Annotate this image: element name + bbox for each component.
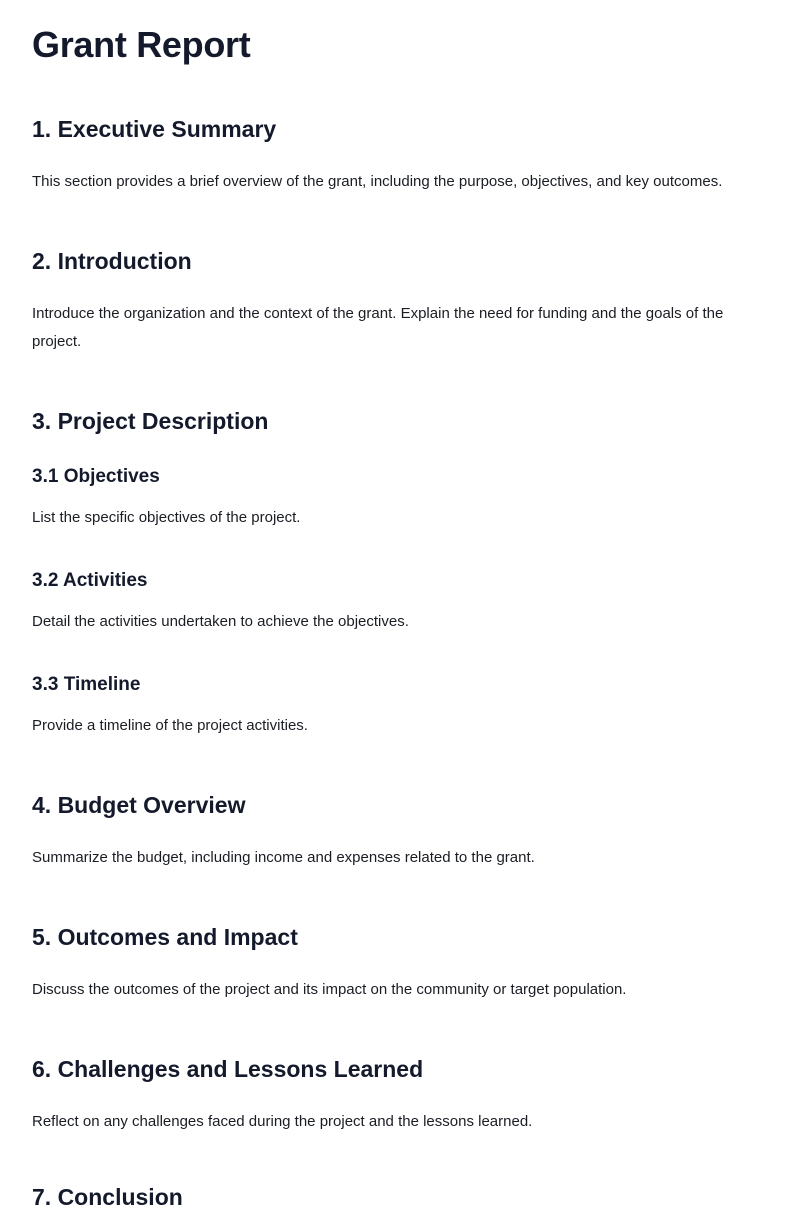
section-heading-outcomes-impact: 5. Outcomes and Impact xyxy=(32,924,298,950)
subsection-body-timeline: Provide a timeline of the project activities. xyxy=(32,717,308,734)
section-heading-project-description: 3. Project Description xyxy=(32,408,269,434)
section-heading-budget-overview: 4. Budget Overview xyxy=(32,792,246,818)
section-body-introduction: Introduce the organization and the context of the grant. Explain the need for funding and the goals of the project. xyxy=(32,305,724,350)
section-heading-conclusion: 7. Conclusion xyxy=(32,1184,183,1210)
subsection-heading-objectives: 3.1 Objectives xyxy=(32,466,160,487)
section-body-outcomes-impact: Discuss the outcomes of the project and its impact on the community or target population. xyxy=(32,981,627,998)
page-title: Grant Report xyxy=(32,24,251,65)
subsection-heading-activities: 3.2 Activities xyxy=(32,570,148,591)
subsection-heading-timeline: 3.3 Timeline xyxy=(32,674,141,695)
subsection-body-objectives: List the specific objectives of the project. xyxy=(32,509,301,526)
subsection-body-activities: Detail the activities undertaken to achieve the objectives. xyxy=(32,613,409,630)
section-heading-executive-summary: 1. Executive Summary xyxy=(32,116,277,142)
section-body-executive-summary: This section provides a brief overview of the grant, including the purpose, objectives, and key outcomes. xyxy=(32,173,723,190)
section-body-challenges-lessons: Reflect on any challenges faced during the project and the lessons learned. xyxy=(32,1113,533,1130)
section-heading-challenges-lessons: 6. Challenges and Lessons Learned xyxy=(32,1056,424,1082)
section-heading-introduction: 2. Introduction xyxy=(32,248,192,274)
section-body-budget-overview: Summarize the budget, including income and expenses related to the grant. xyxy=(32,849,535,866)
